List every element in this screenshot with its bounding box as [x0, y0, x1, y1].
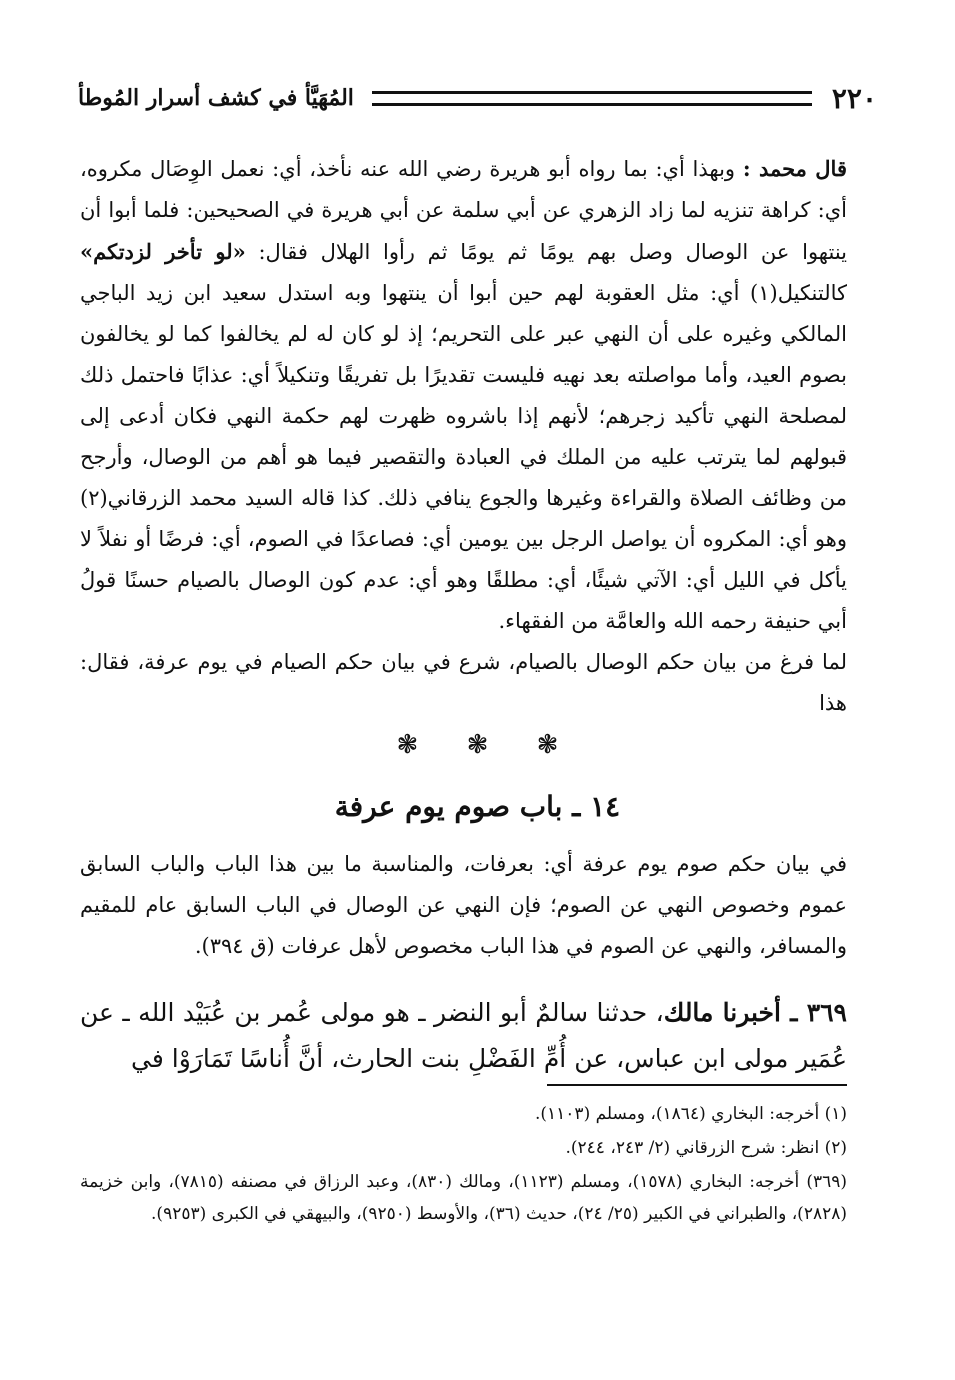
- running-header: [78, 78, 877, 118]
- hadith-text: [80, 990, 847, 1082]
- page-number: ٢٢٠: [831, 81, 877, 115]
- footnote-2: (٢) انظر: شرح الزرقاني (٢/ ٢٤٣، ٢٤٤).: [565, 1138, 847, 1158]
- paragraph-text-continued: كالتنكيل(١) أي: مثل العقوبة لهم حين أبوا أن ينتهوا وبه استدل سعيد ابن زيد الباجي المالكي وغيره على أن النهي عبر على التحريم؛ إذ لو كان له لم يخالفوا كما لو يخالفون بصوم العيد، وأما مواصلته بعد نهيه فليست تقديرًا بل تفريقًا وتنكيلاً أي: عذابًا فاحتمل ذلك لمصلحة النهي تأكيد زجرهم؛ لأنهم إذا باشروه ظهرت لهم حكمة النهي فكان أدعى إلى قبولهم لما يترتب عليه من الملك في العبادة والتقصير فيما هو أهم من الوصال، وأرجح من وظائف الصلاة والقراءة وغيرها والجوع ينافي ذلك. كذا قاله السيد محمد الزرقاني(٢) وهو أي: المكروه أن يواصل الرجل بين يومين أي: فصاعدًا في الصوم، أي: فرضًا أو نفلاً لا يأكل في الليل أي: الآتي شيئًا، أي: مطلقًا وهو أي: عدم كون الوصال بالصيام حسنًا قولُ أبي حنيفة رحمه الله والعامَّة من الفقهاء.: [80, 281, 847, 633]
- section-divider-stars: ❃ ❃ ❃: [396, 730, 559, 760]
- footnote-369: (٣٦٩) أخرجه: البخاري (١٥٧٨)، ومسلم (١١٢٣)، ومالك (٨٣٠)، وعبد الرزاق في مصنفه (٧٨١٥)، وابن خزيمة (٢٨٢٨)، والطبراني في الكبير (٢٥/ ٢٤)، حديث (٣٦)، والأوسط (٩٢٥٠)، والبيهقي في الكبرى (٩٢٥٣).: [80, 1172, 848, 1224]
- book-title: المُهَيَّأ في كشف أسرار المُوطأ: [78, 85, 354, 111]
- chapter-intro: في بيان حكم صوم يوم عرفة أي: بعرفات، والمناسبة ما بين هذا الباب والباب السابق عموم وخصوص النهي عن الصوم؛ فإن النهي عن الوصال في الباب السابق عام للمقيم والمسافر، والنهي عن الصوم في هذا الباب مخصوص لأهل عرفات (ق ٣٩٤).: [80, 852, 847, 958]
- hadith-number-lead: ٣٦٩ ـ أخبرنا مالك: [663, 998, 847, 1027]
- commentary-text: [80, 148, 847, 724]
- hadith-body: ، حدثنا سالمٌ أبو النضر ـ هو مولى عُمر بن عُبَيْد الله ـ عن عُمَير مولى ابن عباس، عن أُمِّ الفَضْلِ بنت الحارث، أنَّ أُناسًا تَمَارَوْا في: [80, 998, 847, 1073]
- footnote-1: (١) أخرجه: البخاري (١٨٦٤)، ومسلم (١١٠٣).: [534, 1104, 847, 1124]
- hadith-quote: «لو تأخر لزدتكم»: [80, 239, 246, 264]
- speaker-label: قال محمد :: [742, 156, 847, 181]
- header-rule: [372, 91, 812, 106]
- commentary-paragraph-2: لما فرغ من بيان حكم الوصال بالصيام، شرع في بيان حكم الصيام في يوم عرفة، فقال: هذا: [80, 650, 847, 715]
- chapter-heading: ١٤ ـ باب صوم يوم عرفة: [334, 790, 621, 823]
- paragraph-text: وبهذا أي: بما رواه أبو هريرة رضي الله عنه نأخذ، أي: نعمل الوِصَال مكروه، أي: كراهة تنزيه لما زاد الزهري عن أبي سلمة عن أبي هريرة في الصحيحين: فلما أبوا أن ينتهوا عن الوصال وصل بهم يومًا ثم يومًا ثم رأوا الهلال فقال:: [80, 157, 848, 264]
- footnote-separator: [547, 1084, 847, 1086]
- footnotes: [80, 1098, 847, 1232]
- commentary-paragraph-1: [80, 148, 847, 642]
